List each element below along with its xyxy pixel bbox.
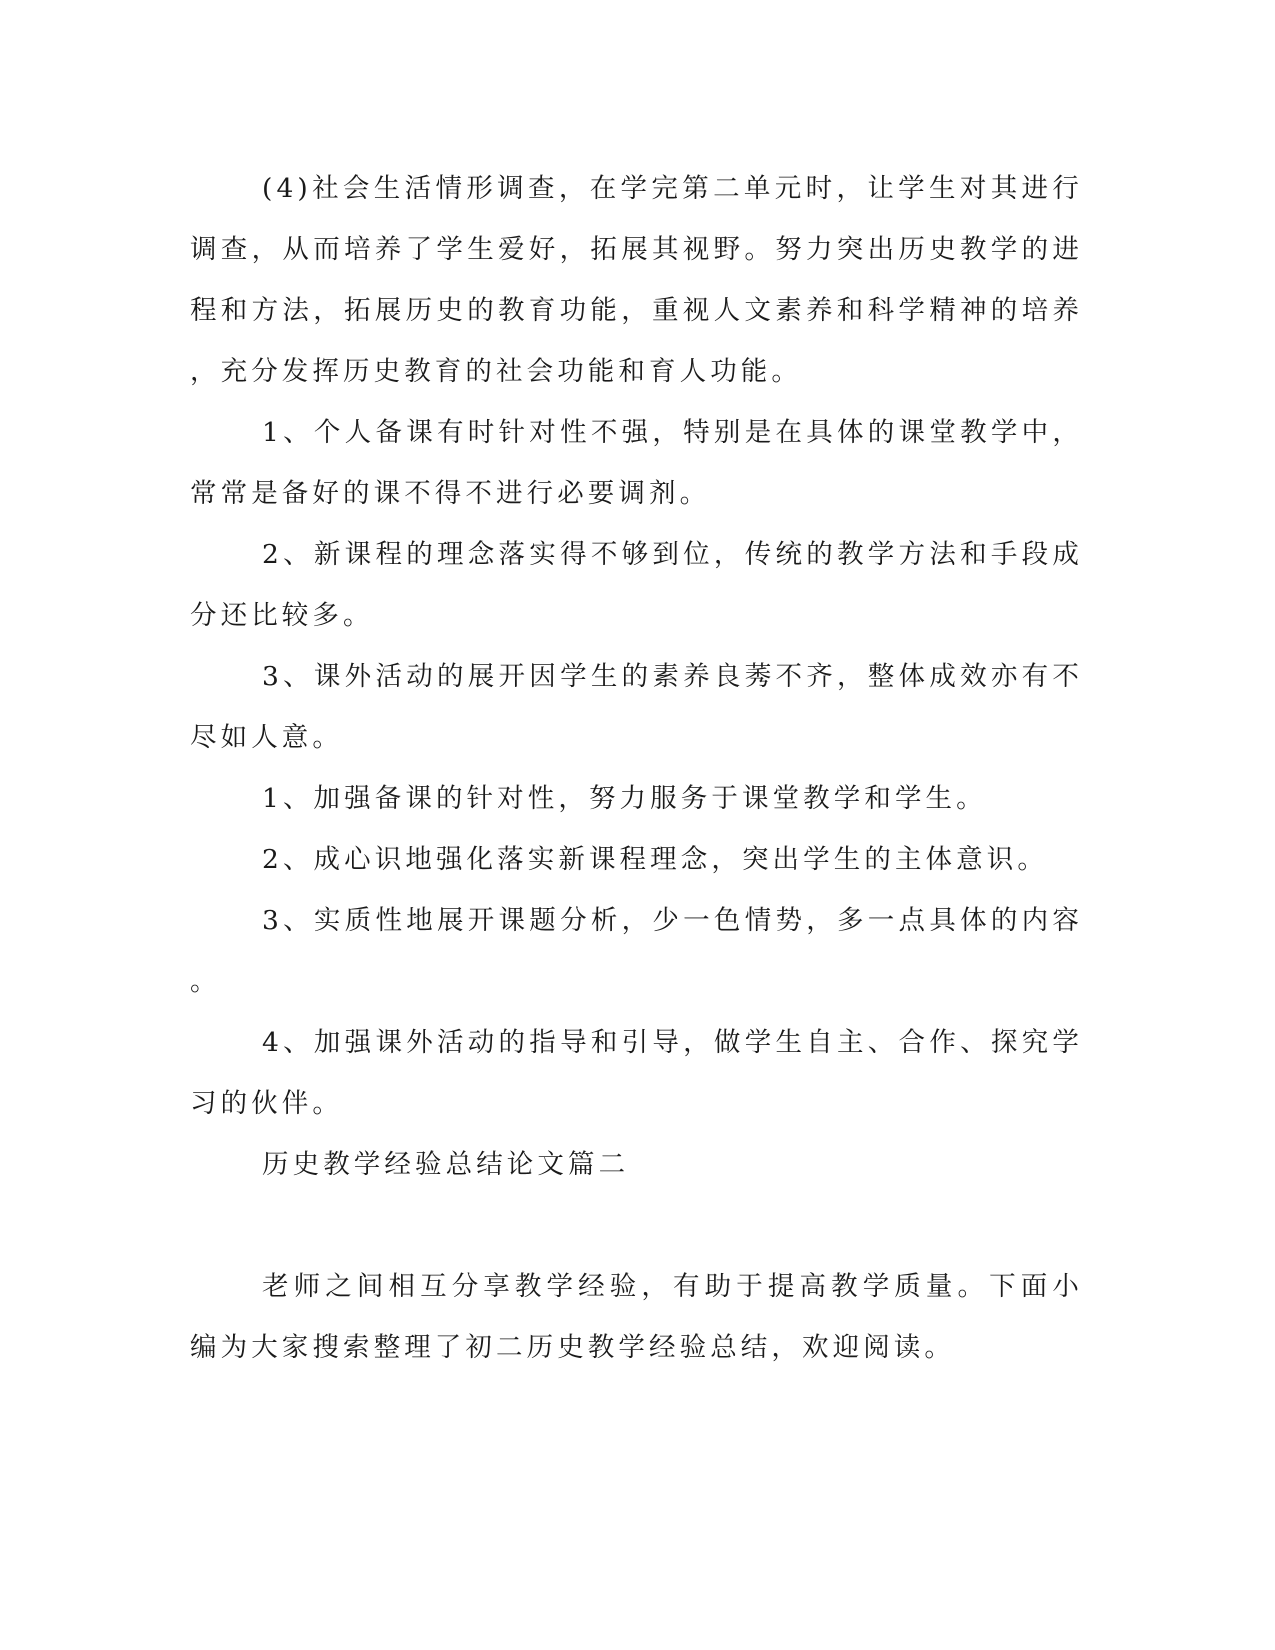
section-heading: 历史教学经验总结论文篇二 [262,1149,630,1180]
paragraph-measure-3: 3、实质性地展开课题分析，少一色情势，多一点具体的内容。 [190,905,1083,997]
paragraph-measure-1: 1、加强备课的针对性，努力服务于课堂教学和学生。 [262,783,987,814]
paragraph-problem-3: 3、课外活动的展开因学生的素养良莠不齐，整体成效亦有不尽如人意。 [190,661,1083,753]
document-body [190,158,1083,1378]
paragraph-problem-1: 1、个人备课有时针对性不强，特别是在具体的课堂教学中，常常是备好的课不得不进行必要调剂。 [190,417,1083,509]
paragraph-problem-2: 2、新课程的理念落实得不够到位，传统的教学方法和手段成分还比较多。 [190,539,1083,631]
blank-line [190,1195,1083,1256]
paragraph-measure-2: 2、成心识地强化落实新课程理念，突出学生的主体意识。 [262,844,1048,875]
paragraph-intro: 老师之间相互分享教学经验，有助于提高教学质量。下面小编为大家搜索整理了初二历史教学经验总结，欢迎阅读。 [190,1271,1083,1363]
paragraph-measure-4: 4、加强课外活动的指导和引导，做学生自主、合作、探究学习的伙伴。 [190,1027,1083,1119]
paragraph-survey: (4)社会生活情形调查，在学完第二单元时，让学生对其进行调查，从而培养了学生爱好，拓展其视野。努力突出历史教学的进程和方法，拓展历史的教育功能，重视人文素养和科学精神的培养，充分发挥历史教育的社会功能和育人功能。 [190,173,1083,387]
